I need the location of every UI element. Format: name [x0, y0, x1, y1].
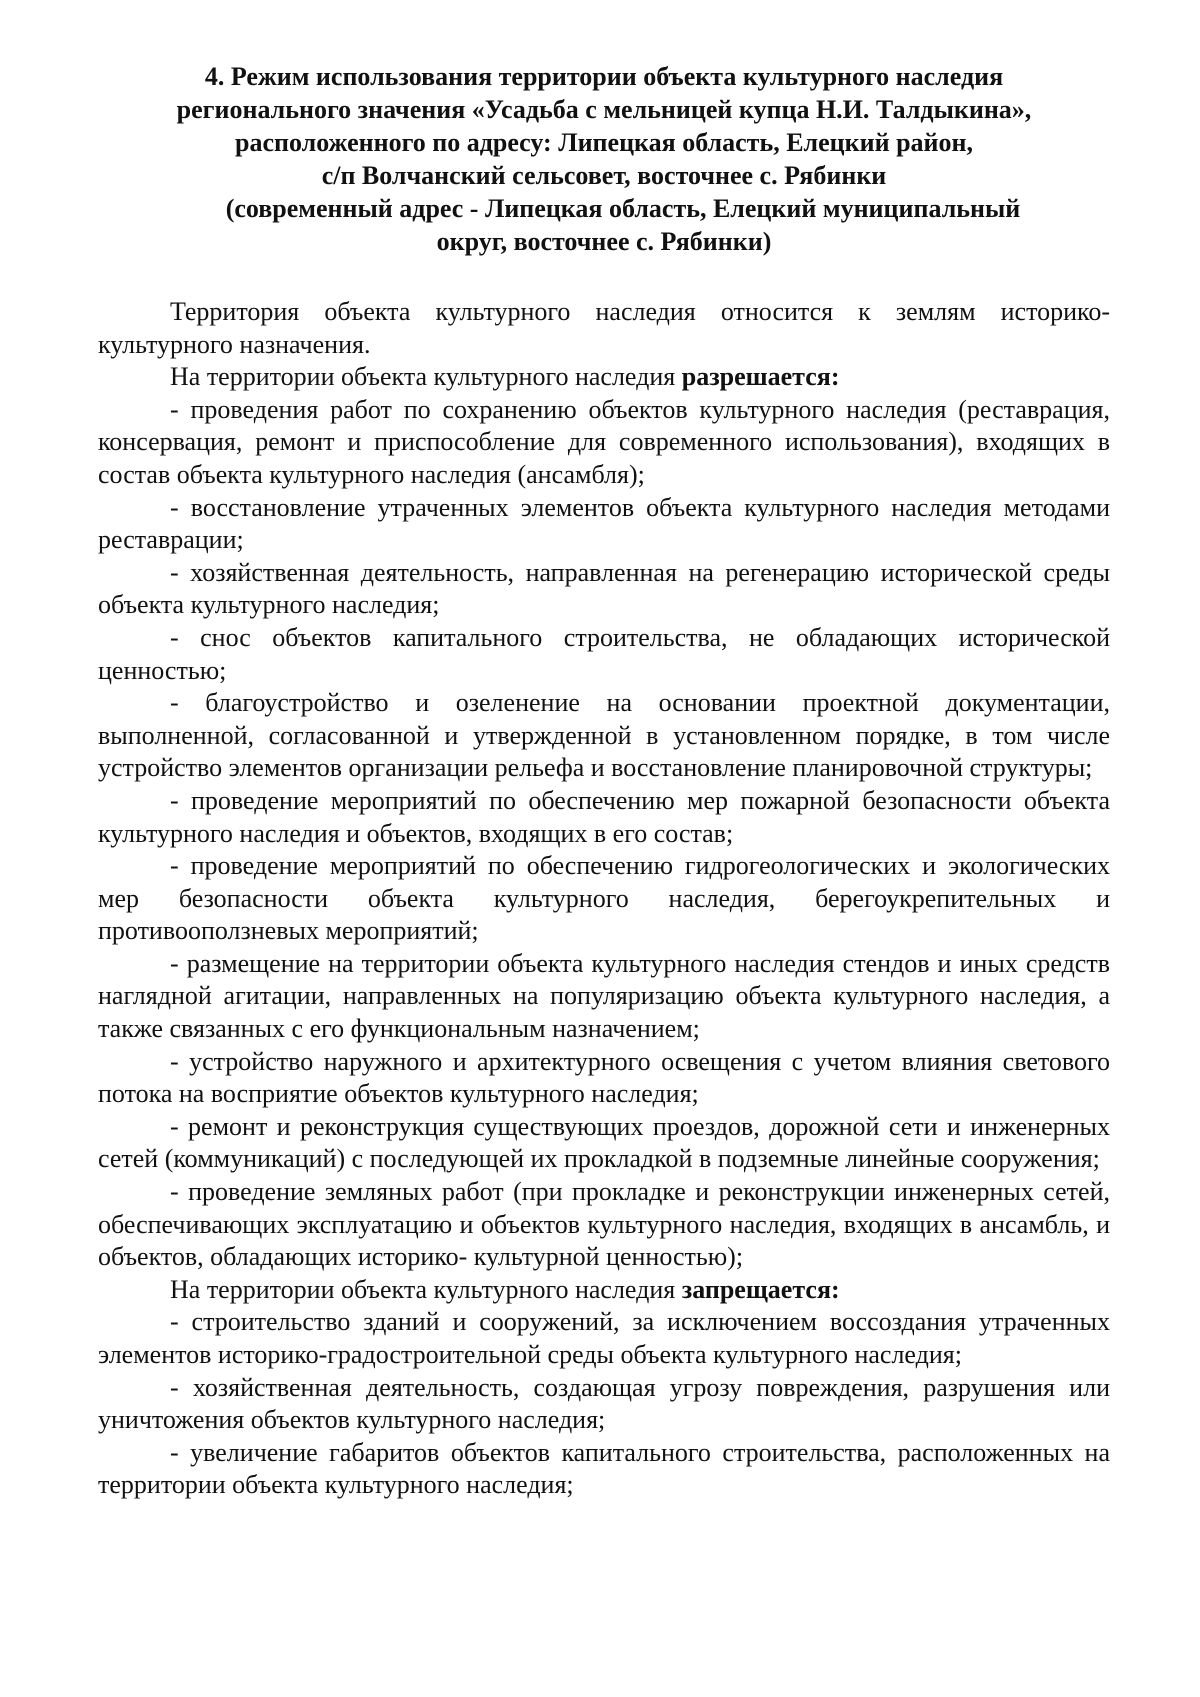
title-line: расположенного по адресу: Липецкая область, Елецкий район,: [234, 128, 974, 157]
allowed-item: - благоустройство и озеленение на основании проектной документации, выполненной, согласованной и утвержденной в установленном порядке, в том числе устройство элементов организации рельефа и восстановление планировочной структуры;: [98, 688, 1110, 783]
prohibited-heading-keyword: запрещается:: [681, 1274, 840, 1304]
allowed-heading-keyword: разрешается:: [681, 362, 840, 392]
prohibited-list: [98, 1306, 1110, 1502]
allowed-item: - проведение мероприятий по обеспечению мер пожарной безопасности объекта культурного наследия и объектов, входящих в его состав;: [98, 785, 1110, 848]
allowed-item: - проведение мероприятий по обеспечению гидрогеологических и экологических мер безопасности объекта культурного наследия, берегоукрепительных и противооползневых мероприятий;: [98, 851, 1110, 946]
title-line: округ, восточнее с. Рябинки): [436, 227, 772, 256]
title-line: регионального значения «Усадьба с мельницей купца Н.И. Талдыкина»,: [176, 95, 1032, 124]
title-line: (современный адрес - Липецкая область, Елецкий муниципальный: [225, 194, 1021, 223]
prohibited-item: - увеличение габаритов объектов капитального строительства, расположенных на территории объекта культурного наследия;: [98, 1437, 1110, 1500]
allowed-item: - снос объектов капитального строительства, не обладающих исторической ценностью;: [98, 622, 1110, 685]
allowed-item: - восстановление утраченных элементов объекта культурного наследия методами реставрации;: [98, 492, 1110, 555]
prohibited-item: - строительство зданий и сооружений, за исключением воссоздания утраченных элементов историко-градостроительной среды объекта культурного наследия;: [98, 1307, 1110, 1369]
allowed-item: - устройство наружного и архитектурного освещения с учетом влияния светового потока на восприятие объектов культурного наследия;: [98, 1046, 1110, 1109]
title-line: с/п Волчанский сельсовет, восточнее с. Рябинки: [321, 161, 887, 190]
allowed-item: - хозяйственная деятельность, направленная на регенерацию исторической среды объекта культурного наследия;: [98, 557, 1110, 620]
allowed-list: [98, 394, 1110, 1274]
intro-paragraph: Территория объекта культурного наследия относится к землям историко-культурного назначения.: [98, 297, 1110, 359]
allowed-item: - ремонт и реконструкция существующих проездов, дорожной сети и инженерных сетей (коммуникаций) с последующей их прокладкой в подземные линейные сооружения;: [98, 1111, 1110, 1174]
allowed-heading-text: На территории объекта культурного наследия: [170, 362, 682, 392]
prohibited-heading-text: На территории объекта культурного наследия: [170, 1274, 682, 1304]
prohibited-item: - хозяйственная деятельность, создающая угрозу повреждения, разрушения или уничтожения объектов культурного наследия;: [98, 1372, 1110, 1435]
prohibited-heading: [98, 1274, 1110, 1307]
allowed-heading: [98, 361, 1110, 394]
section-title: [98, 60, 1110, 258]
allowed-item: - проведения работ по сохранению объектов культурного наследия (реставрация, консервация, ремонт и приспособление для современного использования), входящих в состав объекта культурного наследия (ансамбля);: [98, 394, 1110, 489]
allowed-item: - размещение на территории объекта культурного наследия стендов и иных средств наглядной агитации, направленных на популяризацию объекта культурного наследия, а также связанных с его функциональным назначением;: [98, 948, 1110, 1044]
allowed-item: - проведение земляных работ (при прокладке и реконструкции инженерных сетей, обеспечивающих эксплуатацию и объектов культурного наследия, входящих в ансамбль, и объектов, обладающих историко- культурной ценностью);: [98, 1177, 1110, 1272]
title-line: 4. Режим использования территории объекта культурного наследия: [204, 62, 1004, 91]
